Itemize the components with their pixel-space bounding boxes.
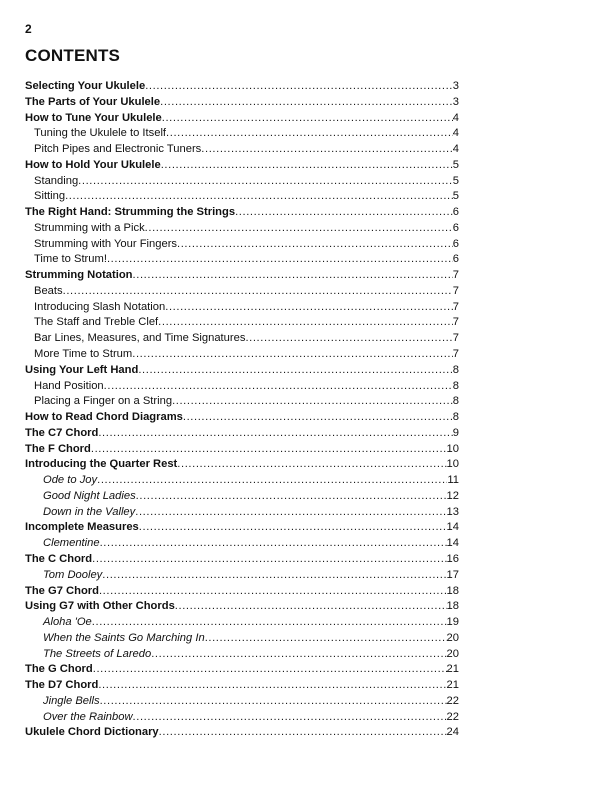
toc-entry[interactable] <box>25 363 459 379</box>
toc-entry-title: The Right Hand: Strumming the Strings <box>25 206 236 219</box>
toc-entry[interactable] <box>25 331 459 347</box>
toc-entry-title: Tom Dooley <box>43 568 103 581</box>
toc-entry-title: Strumming with a Pick <box>34 221 145 234</box>
toc-entry-page: 22 <box>446 710 459 723</box>
toc-entry-title: Hand Position <box>34 379 104 392</box>
dot-leader <box>138 363 452 379</box>
dot-leader <box>177 457 446 473</box>
dot-leader <box>183 410 453 426</box>
toc-entry-title: Down in the Valley <box>43 505 136 518</box>
toc-entry-title: Using Your Left Hand <box>25 363 139 376</box>
toc-entry-page: 4 <box>452 127 459 140</box>
toc-entry[interactable] <box>25 520 459 536</box>
toc-entry-page: 6 <box>452 221 459 234</box>
toc-entry-page: 6 <box>452 237 459 250</box>
contents-heading: CONTENTS <box>25 46 121 65</box>
toc-entry-page: 13 <box>446 505 459 518</box>
toc-entry-page: 10 <box>446 442 459 455</box>
toc-entry[interactable] <box>25 394 459 410</box>
toc-entry[interactable] <box>25 662 459 678</box>
dot-leader <box>92 615 447 631</box>
toc-entry[interactable] <box>25 142 459 158</box>
toc-entry-title: Strumming with Your Fingers <box>34 237 178 250</box>
toc-entry-title: The Streets of Laredo <box>43 647 152 660</box>
toc-entry-page: 22 <box>446 694 459 707</box>
toc-entry[interactable] <box>25 678 459 694</box>
toc-entry-page: 8 <box>452 395 459 408</box>
toc-entry-title: When the Saints Go Marching In <box>43 631 205 644</box>
toc-entry[interactable] <box>25 473 459 489</box>
toc-entry[interactable] <box>25 536 459 552</box>
toc-entry[interactable] <box>25 410 459 426</box>
dot-leader <box>175 599 447 615</box>
toc-entry-page: 7 <box>452 348 459 361</box>
dot-leader <box>92 552 446 568</box>
toc-entry-page: 20 <box>446 631 459 644</box>
page-number: 2 <box>25 22 32 36</box>
toc-entry-page: 16 <box>446 552 459 565</box>
toc-entry-page: 17 <box>446 568 459 581</box>
toc-entry[interactable] <box>25 95 459 111</box>
dot-leader <box>205 631 447 647</box>
toc-entry[interactable] <box>25 347 459 363</box>
toc-entry-title: The F Chord <box>25 442 91 455</box>
dot-leader <box>98 678 446 694</box>
toc-entry[interactable] <box>25 631 459 647</box>
toc-entry-page: 6 <box>452 253 459 266</box>
toc-entry-title: More Time to Strum <box>34 348 133 361</box>
toc-entry[interactable] <box>25 300 459 316</box>
toc-entry[interactable] <box>25 457 459 473</box>
toc-entry-page: 7 <box>452 332 459 345</box>
dot-leader <box>100 536 447 552</box>
toc-entry-page: 4 <box>452 111 459 124</box>
dot-leader <box>135 505 446 521</box>
dot-leader <box>162 111 453 127</box>
toc-entry-page: 8 <box>452 411 459 424</box>
dot-leader <box>136 489 447 505</box>
toc-entry-title: The D7 Chord <box>25 679 99 692</box>
dot-leader <box>151 647 446 663</box>
toc-entry-title: The G7 Chord <box>25 584 99 597</box>
dot-leader <box>133 710 447 726</box>
dot-leader <box>93 662 447 678</box>
toc-entry-title: Introducing the Quarter Rest <box>25 458 178 471</box>
toc-entry-page: 19 <box>446 616 459 629</box>
toc-entry-title: Ode to Joy <box>43 474 98 487</box>
dot-leader <box>172 394 453 410</box>
dot-leader <box>98 426 452 442</box>
dot-leader <box>99 584 447 600</box>
toc-entry-title: How to Hold Your Ukulele <box>25 158 161 171</box>
toc-entry[interactable] <box>25 615 459 631</box>
toc-entry[interactable] <box>25 710 459 726</box>
toc-entry[interactable] <box>25 599 459 615</box>
dot-leader <box>161 158 453 174</box>
toc-entry-page: 7 <box>452 300 459 313</box>
toc-entry-title: The Staff and Treble Clef <box>34 316 159 329</box>
toc-entry-title: The C Chord <box>25 552 93 565</box>
toc-entry-title: The Parts of Your Ukulele <box>25 95 161 108</box>
toc-entry-title: Introducing Slash Notation <box>34 300 166 313</box>
toc-entry[interactable] <box>25 442 459 458</box>
toc-entry-page: 5 <box>452 190 459 203</box>
toc-entry[interactable] <box>25 694 459 710</box>
dot-leader <box>139 520 447 536</box>
toc-entry-page: 7 <box>452 284 459 297</box>
toc-entry-title: How to Read Chord Diagrams <box>25 411 183 424</box>
toc-entry[interactable] <box>25 568 459 584</box>
toc-entry-title: Ukulele Chord Dictionary <box>25 726 159 739</box>
toc-entry[interactable] <box>25 284 459 300</box>
toc-entry-title: Beats <box>34 284 63 297</box>
dot-leader <box>158 315 453 331</box>
dot-leader <box>133 268 453 284</box>
toc-entry-title: How to Tune Your Ukulele <box>25 111 162 124</box>
dot-leader <box>159 725 447 741</box>
dot-leader <box>65 189 453 205</box>
toc-entry-title: Incomplete Measures <box>25 521 139 534</box>
dot-leader <box>166 126 453 142</box>
toc-entry-page: 11 <box>447 474 459 487</box>
dot-leader <box>177 237 453 253</box>
toc-entry[interactable] <box>25 426 459 442</box>
dot-leader <box>165 300 453 316</box>
toc-entry[interactable] <box>25 174 459 190</box>
toc-entry-title: Placing a Finger on a String <box>34 395 173 408</box>
toc-entry[interactable] <box>25 379 459 395</box>
toc-entry-page: 8 <box>452 363 459 376</box>
toc-entry-page: 4 <box>452 143 459 156</box>
toc-entry-page: 9 <box>452 426 459 439</box>
toc-entry-page: 3 <box>452 95 459 108</box>
toc-entry-title: Jingle Bells <box>43 694 100 707</box>
toc-entry[interactable] <box>25 584 459 600</box>
toc-entry-title: Standing <box>34 174 79 187</box>
dot-leader <box>91 442 447 458</box>
dot-leader <box>78 174 453 190</box>
toc-entry-page: 21 <box>446 663 459 676</box>
dot-leader <box>63 284 453 300</box>
dot-leader <box>235 205 453 221</box>
toc-entry-title: Selecting Your Ukulele <box>25 80 146 92</box>
toc-entry[interactable] <box>25 505 459 521</box>
dot-leader <box>201 142 452 158</box>
toc-entry-title: Using G7 with Other Chords <box>25 600 175 613</box>
toc-entry-title: The G Chord <box>25 663 93 676</box>
toc-entry-title: Over the Rainbow <box>43 710 133 723</box>
dot-leader <box>97 473 447 489</box>
toc-entry-title: Tuning the Ukulele to Itself <box>34 127 167 140</box>
toc-entry[interactable] <box>25 237 459 253</box>
toc-entry[interactable] <box>25 725 459 741</box>
table-of-contents <box>25 79 459 741</box>
toc-entry-page: 18 <box>446 600 459 613</box>
toc-entry[interactable] <box>25 221 459 237</box>
toc-entry-page: 24 <box>446 726 459 739</box>
toc-entry-title: The C7 Chord <box>25 426 99 439</box>
toc-entry-title: Aloha 'Oe <box>43 616 92 629</box>
toc-entry-page: 10 <box>446 458 459 471</box>
toc-entry-page: 7 <box>452 269 459 282</box>
toc-entry-title: Clementine <box>43 537 100 550</box>
toc-entry[interactable] <box>25 79 459 95</box>
dot-leader <box>102 568 446 584</box>
toc-entry[interactable] <box>25 111 459 127</box>
toc-entry[interactable] <box>25 205 459 221</box>
toc-entry-page: 14 <box>446 537 459 550</box>
toc-entry-page: 3 <box>452 80 459 92</box>
toc-entry-title: Pitch Pipes and Electronic Tuners <box>34 143 202 156</box>
dot-leader <box>145 79 453 95</box>
dot-leader <box>104 379 453 395</box>
toc-entry-title: Strumming Notation <box>25 269 133 282</box>
toc-entry-title: Good Night Ladies <box>43 489 136 502</box>
toc-entry-title: Bar Lines, Measures, and Time Signatures <box>34 332 246 345</box>
toc-entry-page: 6 <box>452 206 459 219</box>
toc-entry[interactable] <box>25 189 459 205</box>
toc-entry[interactable] <box>25 489 459 505</box>
toc-entry-page: 8 <box>452 379 459 392</box>
toc-entry-page: 21 <box>446 679 459 692</box>
dot-leader <box>107 252 453 268</box>
toc-entry-title: Time to Strum! <box>34 253 107 266</box>
dot-leader <box>145 221 453 237</box>
dot-leader <box>245 331 452 347</box>
toc-entry-page: 5 <box>452 174 459 187</box>
toc-entry[interactable] <box>25 315 459 331</box>
toc-entry-page: 18 <box>446 584 459 597</box>
toc-entry-page: 12 <box>446 489 459 502</box>
toc-entry-title: Sitting <box>34 190 66 203</box>
toc-entry-page: 5 <box>452 158 459 171</box>
toc-entry[interactable] <box>25 268 459 284</box>
toc-entry[interactable] <box>25 126 459 142</box>
dot-leader <box>160 95 453 111</box>
dot-leader <box>100 694 447 710</box>
toc-entry-page: 7 <box>452 316 459 329</box>
toc-entry-page: 14 <box>446 521 459 534</box>
toc-entry[interactable] <box>25 647 459 663</box>
dot-leader <box>132 347 453 363</box>
toc-entry[interactable] <box>25 552 459 568</box>
toc-entry-page: 20 <box>446 647 459 660</box>
toc-entry[interactable] <box>25 158 459 174</box>
toc-entry[interactable] <box>25 252 459 268</box>
